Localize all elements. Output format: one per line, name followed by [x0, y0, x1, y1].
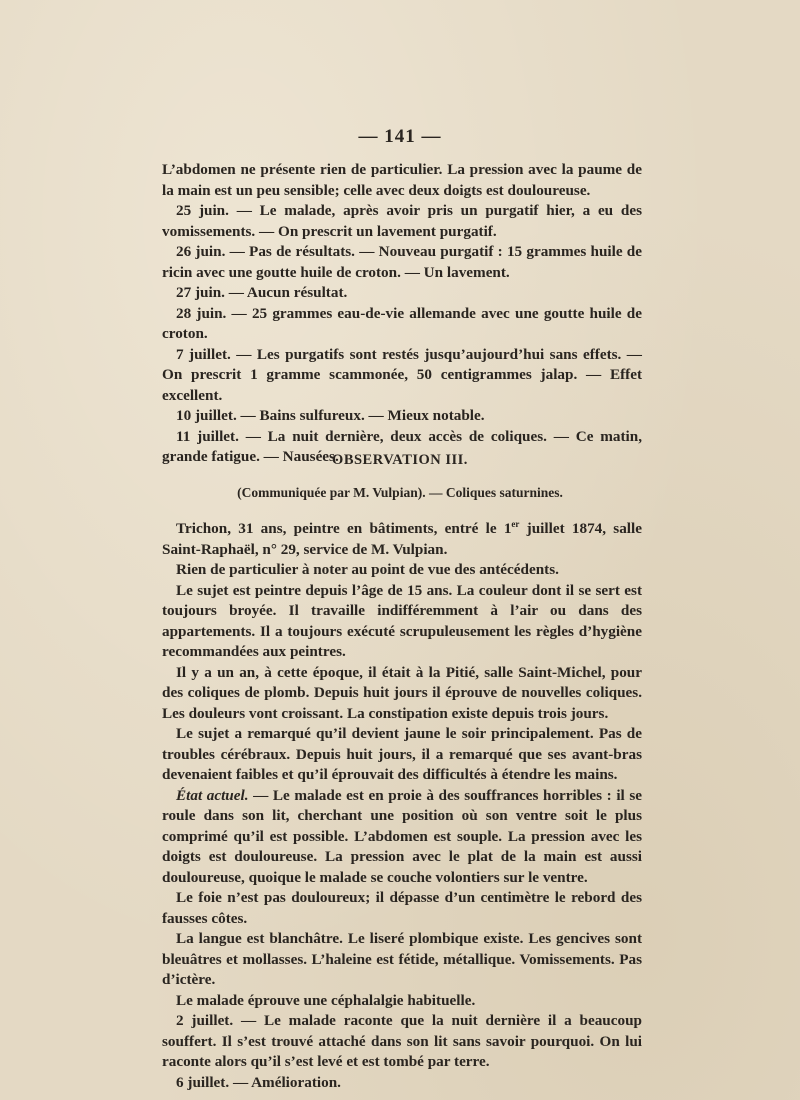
observation-text-block	[162, 519, 642, 1093]
entry-7-juillet: 7 juillet. — Les purgatifs sont restés jusqu’aujourd’hui sans effets. — On prescrit 1 gramme scammonée, 50 centigrammes jalap. — Effet excellent.	[162, 345, 642, 404]
paragraph-antecedents: Rien de particulier à noter au point de vue des antécédents.	[176, 561, 559, 578]
top-text-block	[162, 160, 642, 468]
entry-26-juin: 26 juin. — Pas de résultats. — Nouveau purgatif : 15 grammes huile de ricin avec une goutte huile de croton. — Un lavement.	[162, 243, 642, 281]
paragraph-abdomen: L’abdomen ne présente rien de particulier. La pression avec la paume de la main est un peu sensible; celle avec deux doigts est douloureuse.	[162, 161, 642, 199]
entry-11-juillet: 11 juillet. — La nuit dernière, deux accès de coliques. — Ce matin, grande fatigue. — Nausées.	[162, 427, 642, 465]
paragraph-etat-actuel	[162, 786, 642, 889]
entry-10-juillet: 10 juillet. — Bains sulfureux. — Mieux notable.	[176, 407, 485, 424]
paragraph-occupation: Le sujet est peintre depuis l’âge de 15 ans. La couleur dont il se sert est toujours broyée. Il travaille indifféremment à l’air ou dans des appartements. Il a toujours exécuté scrupuleusement les règles d’hygiène recommandées aux peintres.	[162, 581, 642, 660]
paragraph-history: Il y a un an, à cette époque, il était à la Pitié, salle Saint-Michel, pour des coliques de plomb. Depuis huit jours il éprouve de nouvelles coliques. Les douleurs vont croissant. La constipation existe depuis trois jours.	[162, 663, 642, 722]
paragraph-langue: La langue est blanchâtre. Le liseré plombique existe. Les gencives sont bleuâtres et mollasses. L’haleine est fétide, métallique. Vomissements. Pas d’ictère.	[162, 930, 642, 988]
paragraph-cephalalgie: Le malade éprouve une céphalalgie habituelle.	[176, 991, 476, 1009]
etat-actuel-text: — Le malade est en proie à des souffrances horribles : il se roule dans son lit, cherchant une position où son ventre soit le plus comprimé qu’il est possible. L’abdomen est souple. La pression avec les doigts est douloureuse. La pression avec le plat de la main est aussi douloureuse, quoique le malade se couche volontiers sur le ventre.	[162, 786, 642, 886]
entry-25-juin: 25 juin. — Le malade, après avoir pris un purgatif hier, a eu des vomissements. — On prescrit un lavement purgatif.	[162, 202, 642, 240]
patient-intro-start: Trichon, 31 ans, peintre en bâtiments, entré le 1	[176, 520, 512, 537]
entry-2-juillet: 2 juillet. — Le malade raconte que la nuit dernière il a beaucoup souffert. Il s’est trouvé attaché dans son lit sans savoir pourquoi. On lui raconte alors qu’il s’est levé et est tombé par terre.	[162, 1012, 642, 1070]
patient-intro	[162, 519, 642, 560]
paragraph-symptoms: Le sujet a remarqué qu’il devient jaune le soir principalement. Pas de troubles cérébraux. Depuis huit jours, il a remarqué que ses avant-bras devenaient faibles et qu’il éprouvait des difficultés à étendre les mains.	[162, 725, 642, 783]
entry-27-juin: 27 juin. — Aucun résultat.	[176, 284, 348, 301]
patient-intro-end: juillet 1874, salle Saint-Raphaël, n° 29, service de M. Vulpian.	[162, 520, 642, 558]
entry-6-juillet: 6 juillet. — Amélioration.	[176, 1073, 341, 1091]
observation-subheading: (Communiquée par M. Vulpian). — Coliques saturnines.	[237, 485, 563, 500]
observation-heading: OBSERVATION III.	[332, 452, 468, 468]
ordinal-superscript: er	[511, 518, 520, 529]
page-number: — 141 —	[358, 126, 442, 147]
etat-actuel-label: État actuel.	[176, 786, 249, 804]
entry-28-juin: 28 juin. — 25 grammes eau-de-vie allemande avec une goutte huile de croton.	[162, 304, 642, 342]
paragraph-foie: Le foie n’est pas douloureux; il dépasse d’un centimètre le rebord des fausses côtes.	[162, 889, 642, 927]
